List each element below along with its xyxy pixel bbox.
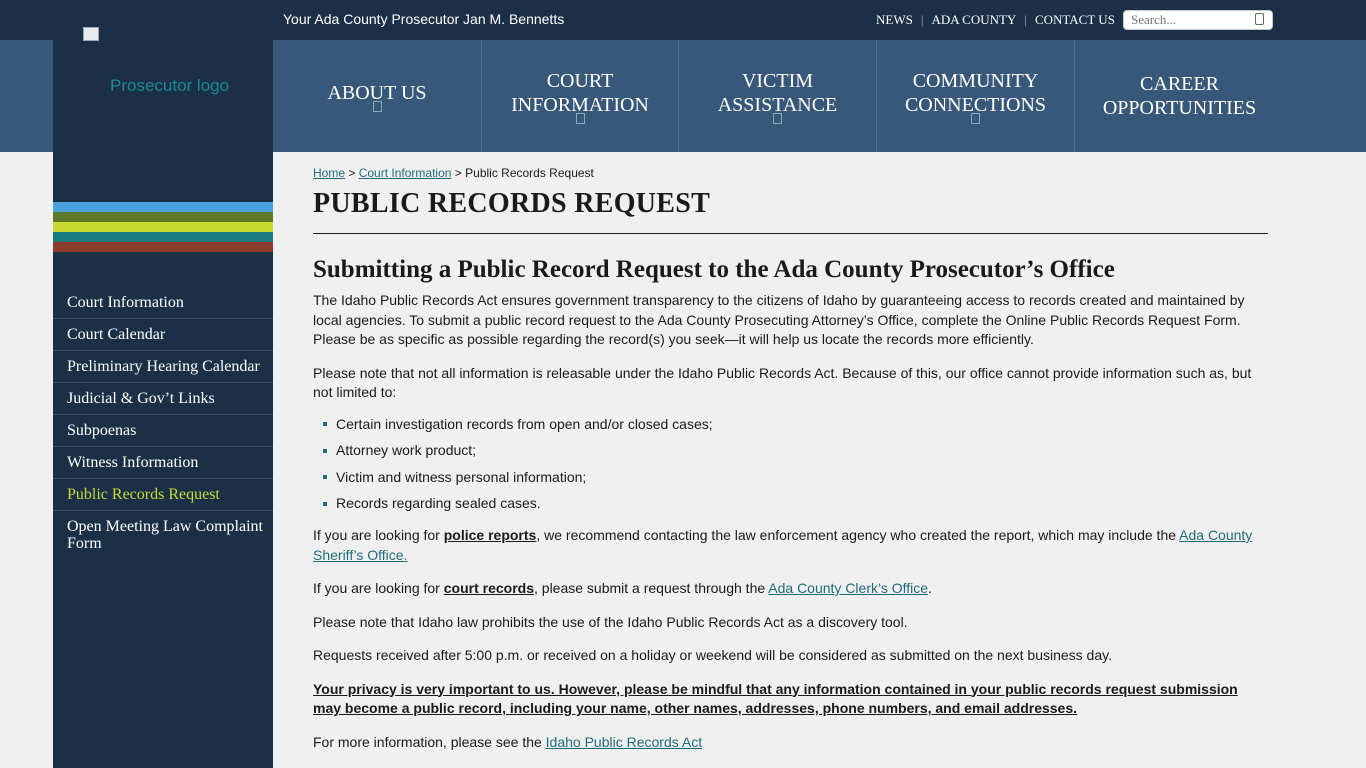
list-item-text: Victim and witness personal information;	[336, 468, 587, 485]
breadcrumb-court-information-link[interactable]: Court Information	[358, 166, 452, 180]
nav-court-information[interactable]	[481, 40, 678, 152]
breadcrumb-current: Public Records Request	[465, 166, 594, 180]
paragraph-text: For more information, please see the	[313, 733, 546, 750]
public-records-act-link[interactable]: Idaho Public Records Act	[545, 733, 703, 750]
color-stripe	[53, 222, 273, 232]
breadcrumb-separator: >	[454, 166, 462, 180]
main-content	[313, 166, 1268, 752]
more-info-paragraph	[313, 733, 1268, 753]
list-item	[323, 441, 1268, 460]
nav-label: ABOUT US	[327, 81, 427, 104]
link-separator: |	[1024, 12, 1027, 27]
nav-label: CAREER	[1140, 73, 1219, 95]
court-records-paragraph	[313, 579, 1268, 599]
sheriffs-office-link[interactable]: Ada County Sheriff’s Office.	[313, 527, 1253, 563]
court-records-link[interactable]: court records	[443, 580, 534, 596]
sidebar-item-witness-information[interactable]: Witness Information	[53, 447, 273, 479]
nav-label: COURT	[546, 69, 614, 92]
logo-panel[interactable]	[53, 0, 273, 152]
chevron-down-icon	[576, 113, 585, 124]
discovery-paragraph: Please note that Idaho law prohibits the use of the Idaho Public Records Act as a discovery tool.	[313, 613, 908, 630]
nav-community-connections[interactable]	[876, 40, 1074, 152]
list-item	[323, 415, 1268, 434]
utility-links	[876, 12, 1115, 28]
paragraph-text: If you are looking for	[313, 580, 444, 596]
search-icon[interactable]	[1255, 13, 1264, 25]
list-item-text: Records regarding sealed cases.	[336, 495, 541, 511]
page-title: PUBLIC RECORDS REQUEST	[313, 188, 711, 219]
color-stripe	[53, 212, 273, 222]
intro-paragraph: The Idaho Public Records Act ensures government transparency to the citizens of Idaho by guaranteeing access to records created and maintained by local agencies. To submit a public record request to the Ada County Prosecuting Attorney’s Office, complete the Online Public Records Request Form. Please be as specific as possible regarding the record(s) you seek—it will help us locate the records more efficiently.	[313, 292, 1245, 347]
chevron-down-icon	[373, 101, 382, 112]
color-stripe	[53, 242, 273, 252]
search-input[interactable]	[1124, 11, 1252, 29]
paragraph-text: .	[928, 580, 932, 596]
police-reports-link[interactable]: police reports	[443, 527, 537, 543]
sidebar-item-public-records-request[interactable]: Public Records Request	[53, 479, 273, 511]
breadcrumb-home-link[interactable]: Home	[313, 166, 346, 180]
privacy-notice: Your privacy is very important to us. However, please be mindful that any information contained in your public records request submission may become a public record, including your name, other names, addresses, phone numbers, and email addresses.	[313, 680, 1238, 716]
link-separator: |	[920, 12, 924, 27]
nav-about-us[interactable]	[273, 40, 481, 152]
clerks-office-link[interactable]: Ada County Clerk’s Office	[768, 580, 929, 596]
paragraph-text: If you are looking for	[313, 527, 444, 543]
sidebar	[53, 152, 273, 768]
breadcrumb-separator: >	[348, 166, 356, 180]
site-tagline: Your Ada County Prosecutor Jan M. Bennetts	[283, 11, 565, 27]
nav-label: ASSISTANCE	[717, 93, 838, 116]
title-divider	[313, 233, 1268, 234]
sidebar-item-judicial-links[interactable]: Judicial & Gov’t Links	[53, 383, 273, 415]
nav-label: INFORMATION	[511, 93, 649, 116]
list-item	[323, 468, 1268, 487]
list-item-text: Attorney work product;	[336, 442, 477, 458]
paragraph-text: , we recommend contacting the law enforcement agency who created the report, which may include the	[536, 527, 1180, 543]
logo: Prosecutor logo	[110, 76, 230, 95]
sidebar-item-court-calendar[interactable]: Court Calendar	[53, 319, 273, 351]
list-item-text: Certain investigation records from open and/or closed cases;	[336, 415, 713, 432]
nav-label: CONNECTIONS	[904, 93, 1047, 116]
color-stripe	[53, 202, 273, 212]
sidebar-item-preliminary-hearing-calendar[interactable]: Preliminary Hearing Calendar	[53, 351, 273, 383]
color-stripe	[53, 232, 273, 242]
section-title: Submitting a Public Record Request to the Ada County Prosecutor’s Office	[313, 256, 1115, 283]
breadcrumb	[313, 166, 1268, 180]
limitations-paragraph: Please note that not all information is releasable under the Idaho Public Records Act. Because of this, our office cannot provide information such as, but not limited to:	[313, 364, 1252, 400]
broken-image-icon	[83, 27, 99, 41]
sidebar-item-subpoenas[interactable]: Subpoenas	[53, 415, 273, 447]
exclusions-list	[313, 415, 1268, 514]
ada-county-link[interactable]: ADA COUNTY	[931, 12, 1017, 27]
bullet-icon	[323, 475, 327, 479]
police-reports-paragraph	[313, 526, 1268, 565]
contact-us-link[interactable]: CONTACT US	[1034, 12, 1115, 27]
bullet-icon	[323, 502, 327, 506]
list-item	[323, 494, 1268, 513]
bullet-icon	[323, 449, 327, 453]
chevron-down-icon	[773, 113, 782, 124]
sidebar-item-court-information[interactable]: Court Information	[53, 287, 273, 319]
nav-career-opportunities[interactable]	[1074, 40, 1284, 152]
sidebar-menu	[53, 287, 273, 559]
nav-victim-assistance[interactable]	[678, 40, 876, 152]
search-box	[1123, 10, 1273, 30]
sidebar-item-open-meeting-law[interactable]: Open Meeting Law Complaint Form	[67, 518, 263, 552]
chevron-down-icon	[971, 113, 980, 124]
nav-label: VICTIM	[741, 69, 814, 92]
bullet-icon	[323, 422, 327, 426]
nav-label: OPPORTUNITIES	[1102, 97, 1257, 119]
paragraph-text: , please submit a request through the	[534, 580, 769, 596]
news-link[interactable]: NEWS	[876, 12, 913, 27]
timing-paragraph: Requests received after 5:00 p.m. or received on a holiday or weekend will be considered as submitted on the next business day.	[313, 647, 1112, 663]
nav-label: COMMUNITY	[912, 69, 1039, 92]
